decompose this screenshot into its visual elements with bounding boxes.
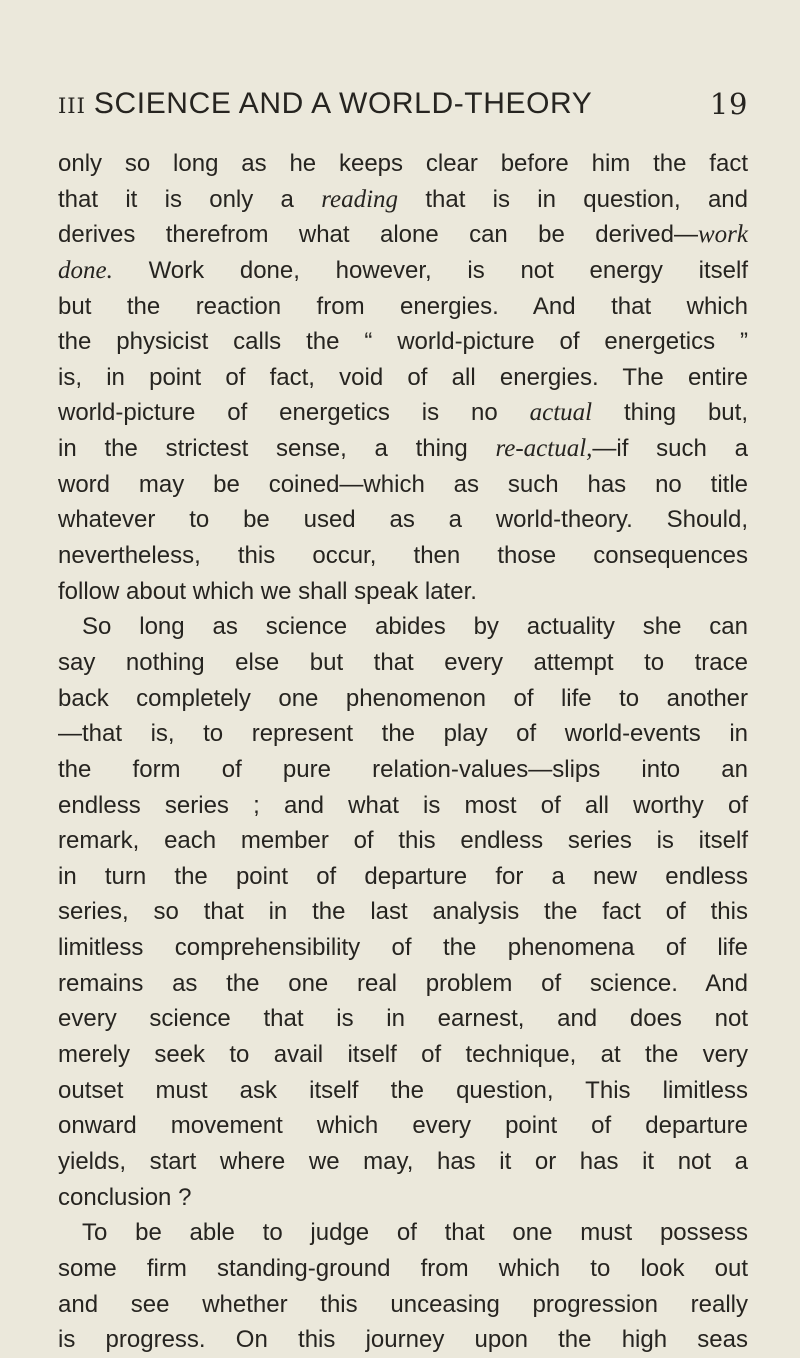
text-segment: whatever to be used as a world-theory. Should, — [58, 506, 748, 534]
text-line — [58, 645, 748, 681]
text-segment: —that is, to represent the play of world-events in — [58, 720, 748, 748]
running-head — [58, 87, 748, 137]
text-segment: nevertheless, this occur, then those consequences — [58, 542, 748, 570]
text-segment: merely seek to avail itself of technique, at the very — [58, 1041, 748, 1069]
text-segment: thing but, — [592, 399, 748, 427]
text-line — [58, 431, 748, 467]
text-line — [58, 289, 748, 325]
text-line — [58, 823, 748, 859]
text-line — [58, 395, 748, 431]
text-line — [58, 716, 748, 752]
text-line — [58, 1001, 748, 1037]
text-segment: follow about which we shall speak later. — [58, 577, 477, 605]
text-line — [58, 609, 748, 645]
text-segment: endless series ; and what is most of all worthy of — [58, 791, 748, 819]
text-line — [58, 966, 748, 1002]
text-line — [58, 538, 748, 574]
text-segment: but the reaction from energies. And that which — [58, 292, 748, 320]
text-line — [58, 324, 748, 360]
text-segment: yields, start where we may, has it or has it not a — [58, 1147, 748, 1175]
text-segment: is progress. On this journey upon the high seas — [58, 1326, 748, 1354]
text-segment: that is in question, and — [398, 185, 748, 213]
text-segment: remark, each member of this endless series is itself — [58, 827, 748, 855]
text-segment: every science that is in earnest, and does not — [58, 1005, 748, 1033]
text-line — [58, 681, 748, 717]
text-segment: that it is only a — [58, 185, 322, 213]
text-line — [58, 574, 748, 610]
text-segment: only so long as he keeps clear before him the fact — [58, 150, 748, 177]
text-segment: series, so that in the last analysis the fact of this — [58, 898, 748, 926]
text-line — [58, 752, 748, 788]
text-line — [58, 467, 748, 503]
text-line — [58, 1180, 748, 1216]
text-segment: derives therefrom what alone can be derived— — [58, 221, 698, 249]
text-segment: and see whether this unceasing progression really — [58, 1290, 748, 1318]
italic-text: reading — [321, 185, 399, 213]
text-line — [58, 217, 748, 253]
text-line — [58, 1108, 748, 1144]
body-text — [58, 146, 748, 1358]
text-segment: back completely one phenomenon of life to another — [58, 684, 748, 712]
text-segment: some firm standing-ground from which to look out — [58, 1254, 748, 1282]
chapter-title: SCIENCE AND A WORLD-THEORY — [93, 87, 593, 120]
text-segment: in turn the point of departure for a new endless — [58, 862, 748, 890]
text-segment: —if such a — [592, 435, 748, 463]
text-segment: limitless comprehensibility of the phenomena of life — [58, 934, 748, 962]
page-number: 19 — [709, 87, 748, 121]
text-segment: remains as the one real problem of science. And — [58, 969, 748, 997]
text-line — [58, 182, 748, 218]
text-segment: the physicist calls the “ world-picture of energetics ” — [58, 328, 748, 356]
text-line — [58, 1215, 748, 1251]
text-segment: So long as science abides by actuality she can — [82, 613, 748, 641]
text-segment: conclusion ? — [58, 1183, 192, 1211]
text-segment: onward movement which every point of departure — [58, 1112, 748, 1140]
text-line — [58, 859, 748, 895]
text-line — [58, 360, 748, 396]
text-segment: is, in point of fact, void of all energies. The entire — [58, 363, 748, 391]
chapter-number: III — [58, 94, 86, 118]
text-line — [58, 502, 748, 538]
text-line — [58, 253, 748, 289]
text-line — [58, 1037, 748, 1073]
text-line — [58, 1322, 748, 1358]
text-segment: Work done, however, is not energy itself — [112, 256, 748, 284]
text-line — [58, 146, 748, 182]
italic-text: done. — [58, 256, 113, 284]
text-line — [58, 894, 748, 930]
text-line — [58, 788, 748, 824]
italic-text: re-actual, — [495, 435, 593, 463]
italic-text: work — [698, 221, 748, 249]
italic-text: actual — [529, 399, 593, 427]
text-line — [58, 1251, 748, 1287]
text-segment: outset must ask itself the question, This limitless — [58, 1076, 748, 1104]
text-segment: in the strictest sense, a thing — [58, 435, 496, 463]
text-segment: world-picture of energetics is no — [58, 399, 530, 427]
text-line — [58, 1144, 748, 1180]
text-line — [58, 1287, 748, 1323]
text-line — [58, 930, 748, 966]
text-line — [58, 1073, 748, 1109]
text-segment: say nothing else but that every attempt to trace — [58, 648, 748, 676]
text-segment: To be able to judge of that one must possess — [82, 1219, 748, 1247]
text-segment: word may be coined—which as such has no title — [58, 470, 748, 498]
text-segment: the form of pure relation-values—slips into an — [58, 755, 748, 783]
